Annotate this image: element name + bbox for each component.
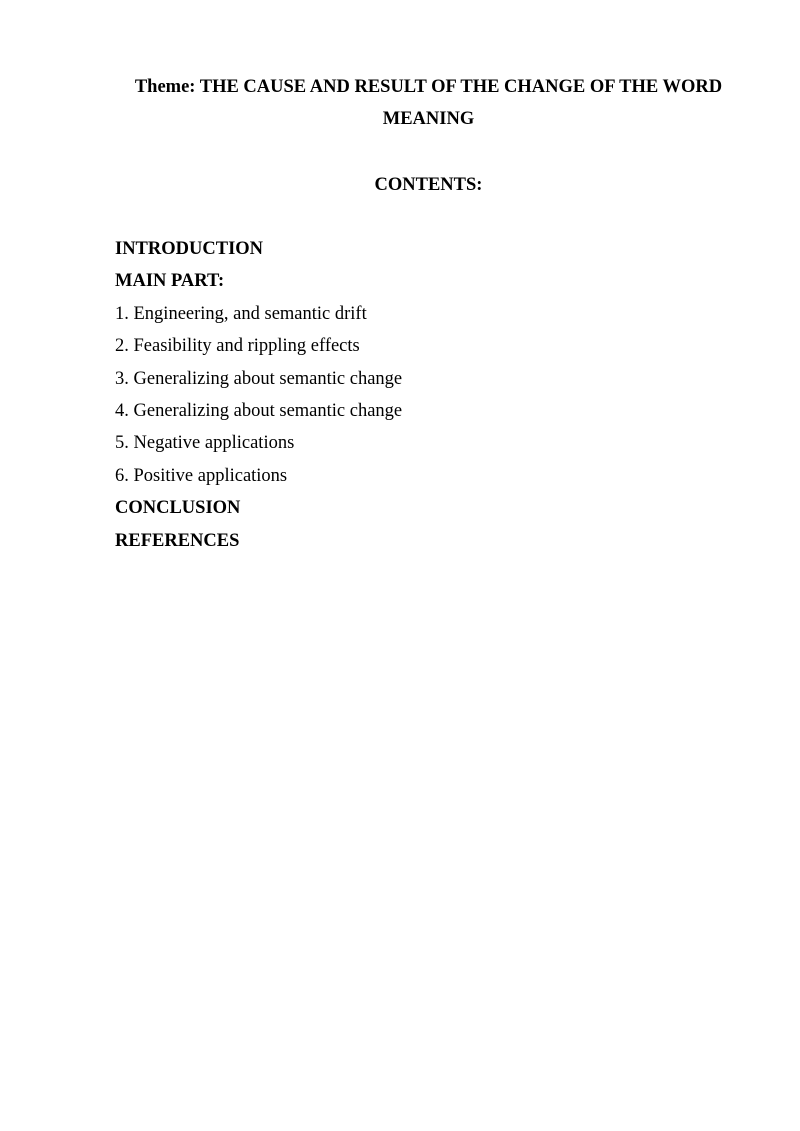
toc-introduction: INTRODUCTION: [115, 239, 264, 259]
toc-item-5: 5. Negative applications: [115, 433, 295, 454]
document-title: Theme: THE CAUSE AND RESULT OF THE CHANGE OF THE WORD MEANING: [134, 77, 723, 129]
toc-item-4: 4. Generalizing about semantic change: [115, 400, 403, 421]
toc-item-3: 3. Generalizing about semantic change: [115, 368, 403, 389]
toc-references: REFERENCES: [115, 530, 240, 551]
toc-conclusion: CONCLUSION: [115, 498, 241, 519]
toc-item-6: 6. Positive applications: [115, 465, 288, 486]
toc-main-part: MAIN PART:: [115, 271, 225, 292]
toc-item-2: 2. Feasibility and rippling effects: [115, 336, 360, 357]
table-of-contents: [115, 233, 402, 557]
contents-heading: CONTENTS:: [374, 175, 483, 195]
toc-item-1: 1. Engineering, and semantic drift: [115, 303, 367, 324]
